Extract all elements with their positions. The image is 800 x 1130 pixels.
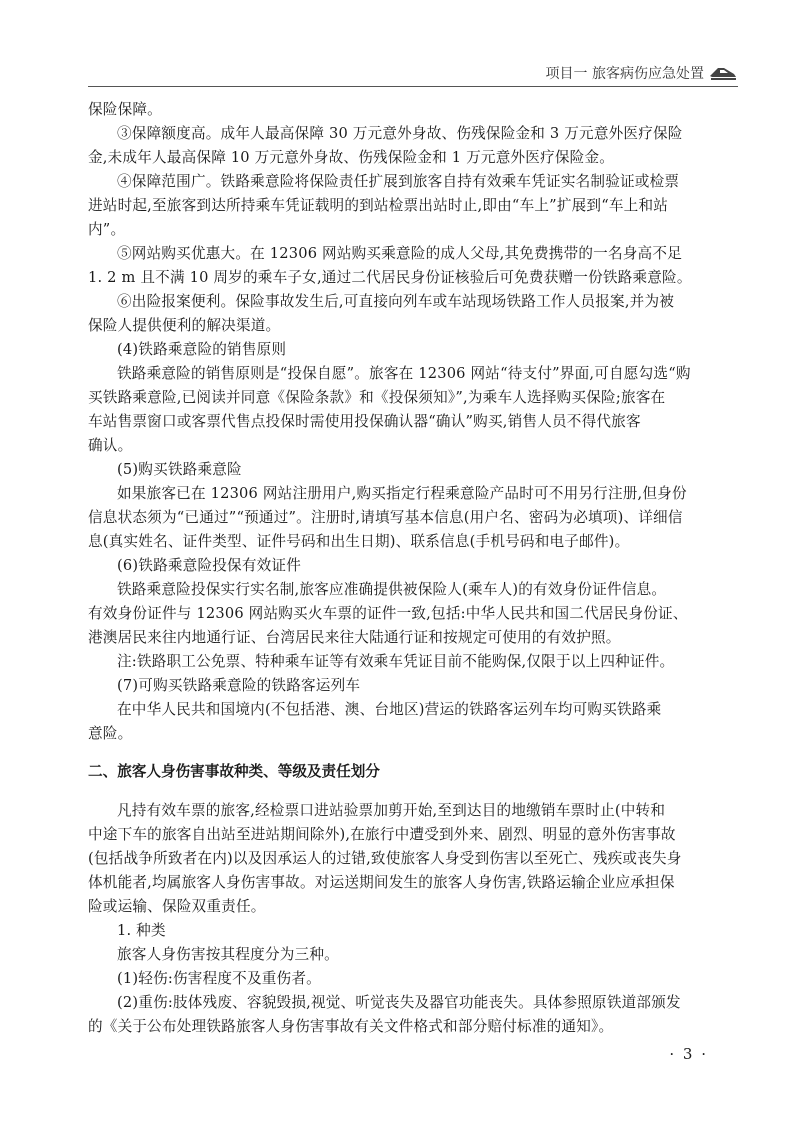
text-line: 旅客人身伤害按其程度分为三种。 [117,946,339,963]
text-line: 保险保障。 [88,101,162,118]
text-line: 信息状态须为“已通过”“预通过”。注册时,请填写基本信息(用户名、密码为必填项)、详细信 [88,509,683,526]
text-line: 进站时起,至旅客到达所持乘车凭证载明的到站检票出站时止,即由“车上”扩展到“车上和站 [88,197,669,214]
page-number: · 3 · [669,1045,708,1063]
text-line: 险或运输、保险双重责任。 [88,898,266,915]
header-title: 项目一 旅客病伤应急处置 [545,66,704,82]
text-line: 息(真实姓名、证件类型、证件号码和出生日期)、联系信息(手机号码和电子邮件)。 [88,533,630,550]
text-line: ④保障范围广。铁路乘意险将保险责任扩展到旅客自持有效乘车凭证实名制验证或检票 [117,173,680,190]
paragraphs-part1 [88,98,716,746]
text-line: ⑥出险报案便利。保险事故发生后,可直接向列车或车站现场铁路工作人员报案,并为被 [117,293,675,310]
text-line: (2)重伤:肢体残废、容貌毁损,视觉、听觉丧失及器官功能丧失。具体参照原铁道部颁发 [117,994,681,1011]
train-icon [708,62,738,82]
text-line: 如果旅客已在 12306 网站注册用户,购买指定行程乘意险产品时可不用另行注册,但身份 [117,485,687,502]
text-line: (7)可购买铁路乘意险的铁路客运列车 [117,677,361,694]
text-line: 港澳居民来往内地通行证、台湾居民来往大陆通行证和按规定可使用的有效护照。 [88,629,621,646]
text-line: 体机能者,均属旅客人身伤害事故。对运送期间发生的旅客人身伤害,铁路运输企业应承担保 [88,874,675,891]
text-line: (5)购买铁路乘意险 [117,461,242,478]
text-line: 在中华人民共和国境内(不包括港、澳、台地区)营运的铁路客运列车均可购买铁路乘 [117,701,662,718]
text-line: (6)铁路乘意险投保有效证件 [117,557,302,574]
text-line: ⑤网站购买优惠大。在 12306 网站购买乘意险的成人父母,其免费携带的一名身高不足 [117,245,682,262]
text-line: 买铁路乘意险,已阅读并同意《保险条款》和《投保须知》”,为乘车人选择购买保险;旅客在 [88,389,666,406]
text-line: 铁路乘意险的销售原则是“投保自愿”。旅客在 12306 网站“待支付”界面,可自愿勾选“购 [117,365,691,382]
text-line: 1. 2 m 且不满 10 周岁的乘车子女,通过二代居民身份证核验后可免费获赠一份铁路乘意险。 [88,269,692,286]
page-body [88,98,716,1039]
text-line: (包括战争所致者在内)以及因承运人的过错,致使旅客人身受到伤害以至死亡、残疾或丧失身 [88,850,682,867]
text-line: 的《关于公布处理铁路旅客人身伤害事故有关文件格式和部分赔付标准的通知》。 [88,1018,614,1035]
text-line: 车站售票窗口或客票代售点投保时需使用投保确认器“确认”购买,销售人员不得代旅客 [88,413,641,430]
text-line: 铁路乘意险投保实行实名制,旅客应准确提供被保险人(乘车人)的有效身份证件信息。 [117,581,667,598]
text-line: 1. 种类 [117,922,166,939]
text-line: 金,未成年人最高保障 10 万元意外身故、伤残保险金和 1 万元意外医疗保险金。 [88,149,615,166]
text-line: (4)铁路乘意险的销售原则 [117,341,287,358]
paragraphs-part2 [88,799,716,1039]
text-line: 注:铁路职工公免票、特种乘车证等有效乘车凭证目前不能购保,仅限于以上四种证件。 [117,653,675,670]
text-line: 有效身份证件与 12306 网站购买火车票的证件一致,包括:中华人民共和国二代居民身份证、 [88,605,688,622]
text-line: 确认。 [88,437,133,454]
running-header [88,60,738,87]
text-line: 保险人提供便利的解决渠道。 [88,317,281,334]
section-heading: 二、旅客人身伤害事故种类、等级及责任划分 [88,763,380,780]
text-line: 内”。 [88,221,126,238]
text-line: ③保障额度高。成年人最高保障 30 万元意外身故、伤残保险金和 3 万元意外医疗保险 [117,125,683,142]
text-line: 凡持有效车票的旅客,经检票口进站验票加剪开始,至到达目的地缴销车票时止(中转和 [117,802,666,819]
text-line: 中途下车的旅客自出站至进站期间除外),在旅行中遭受到外来、剧烈、明显的意外伤害事故 [88,826,676,843]
text-line: 意险。 [88,725,133,742]
text-line: (1)轻伤:伤害程度不及重伤者。 [117,970,321,987]
